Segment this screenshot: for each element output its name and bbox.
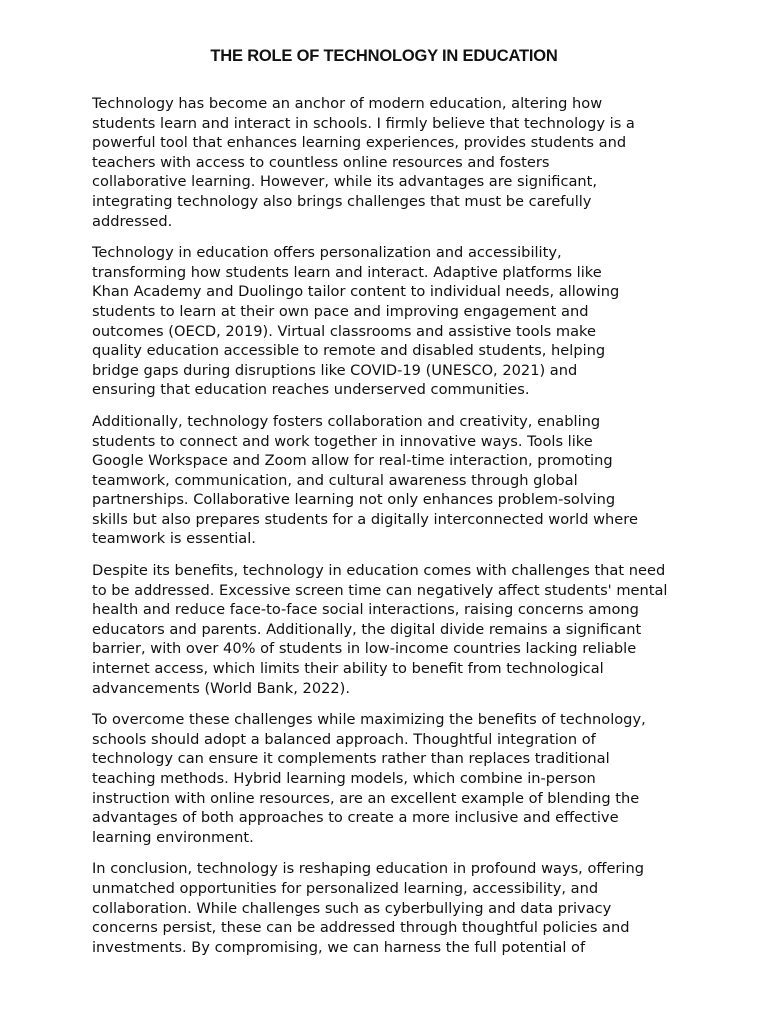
text-line: teamwork, communication, and cultural awareness through global bbox=[92, 471, 578, 489]
text-line: educators and parents. Additionally, the digital divide remains a significant bbox=[92, 620, 642, 638]
paragraph-personalization bbox=[92, 243, 706, 400]
text-line: integrating technology also brings challenges that must be carefully bbox=[92, 192, 592, 210]
text-line: Khan Academy and Duolingo tailor content to individual needs, allowing bbox=[92, 283, 620, 301]
text-line: health and reduce face-to-face social interactions, raising concerns among bbox=[92, 601, 639, 619]
text-line: Additionally, technology fosters collaboration and creativity, enabling bbox=[92, 412, 601, 430]
text-line: powerful tool that enhances learning experiences, provides students and bbox=[92, 134, 627, 152]
document-title: THE ROLE OF TECHNOLOGY IN EDUCATION bbox=[210, 47, 558, 65]
text-line: teamwork is essential. bbox=[92, 530, 256, 548]
text-line: unmatched opportunities for personalized learning, accessibility, and bbox=[92, 879, 599, 897]
text-line: In conclusion, technology is reshaping education in profound ways, offering bbox=[92, 860, 644, 878]
text-line: to be addressed. Excessive screen time can negatively affect students' mental bbox=[92, 581, 668, 599]
text-line: advancements (World Bank, 2022). bbox=[92, 679, 351, 697]
text-line: students to learn at their own pace and improving engagement and bbox=[92, 302, 589, 320]
paragraph-collaboration bbox=[92, 412, 706, 549]
text-line: instruction with online resources, are an excellent example of blending the bbox=[92, 789, 640, 807]
text-line: addressed. bbox=[92, 212, 173, 230]
text-line: students learn and interact in schools. I firmly believe that technology is a bbox=[92, 114, 635, 132]
paragraph-balanced-approach bbox=[92, 710, 706, 847]
text-line: ensuring that education reaches underserved communities. bbox=[92, 381, 530, 399]
document-body bbox=[92, 94, 706, 969]
text-line: collaborative learning. However, while its advantages are significant, bbox=[92, 173, 598, 191]
paragraph-challenges bbox=[92, 561, 706, 698]
text-line: skills but also prepares students for a digitally interconnected world where bbox=[92, 510, 638, 528]
text-line: quality education accessible to remote and disabled students, helping bbox=[92, 342, 606, 360]
text-line: To overcome these challenges while maximizing the benefits of technology, bbox=[92, 711, 646, 729]
text-line: learning environment. bbox=[92, 828, 254, 846]
text-line: Technology in education offers personalization and accessibility, bbox=[92, 244, 562, 262]
text-line: students to connect and work together in innovative ways. Tools like bbox=[92, 432, 593, 450]
text-line: schools should adopt a balanced approach. Thoughtful integration of bbox=[92, 730, 596, 748]
text-line: internet access, which limits their ability to benefit from technological bbox=[92, 660, 604, 678]
text-line: Technology has become an anchor of modern education, altering how bbox=[92, 95, 603, 112]
text-line: barrier, with over 40% of students in low-income countries lacking reliable bbox=[92, 640, 637, 658]
text-line: technology can ensure it complements rather than replaces traditional bbox=[92, 750, 610, 768]
text-line: bridge gaps during disruptions like COVID-19 (UNESCO, 2021) and bbox=[92, 361, 578, 379]
paragraph-conclusion bbox=[92, 859, 706, 957]
text-line: transforming how students learn and interact. Adaptive platforms like bbox=[92, 263, 602, 281]
text-line: collaboration. While challenges such as cyberbullying and data privacy bbox=[92, 899, 612, 917]
text-line: teachers with access to countless online resources and fosters bbox=[92, 153, 550, 171]
text-line: advantages of both approaches to create a more inclusive and effective bbox=[92, 809, 619, 827]
text-line: teaching methods. Hybrid learning models, which combine in-person bbox=[92, 770, 596, 787]
paragraph-intro bbox=[92, 94, 706, 231]
text-line: Despite its benefits, technology in education comes with challenges that need bbox=[92, 562, 666, 580]
text-line: Google Workspace and Zoom allow for real-time interaction, promoting bbox=[92, 452, 613, 470]
text-line: outcomes (OECD, 2019). Virtual classrooms and assistive tools make bbox=[92, 322, 596, 340]
text-line: concerns persist, these can be addressed through thoughtful policies and bbox=[92, 919, 630, 937]
text-line: investments. By compromising, we can harness the full potential of bbox=[92, 938, 586, 956]
text-line: partnerships. Collaborative learning not only enhances problem-solving bbox=[92, 491, 616, 509]
